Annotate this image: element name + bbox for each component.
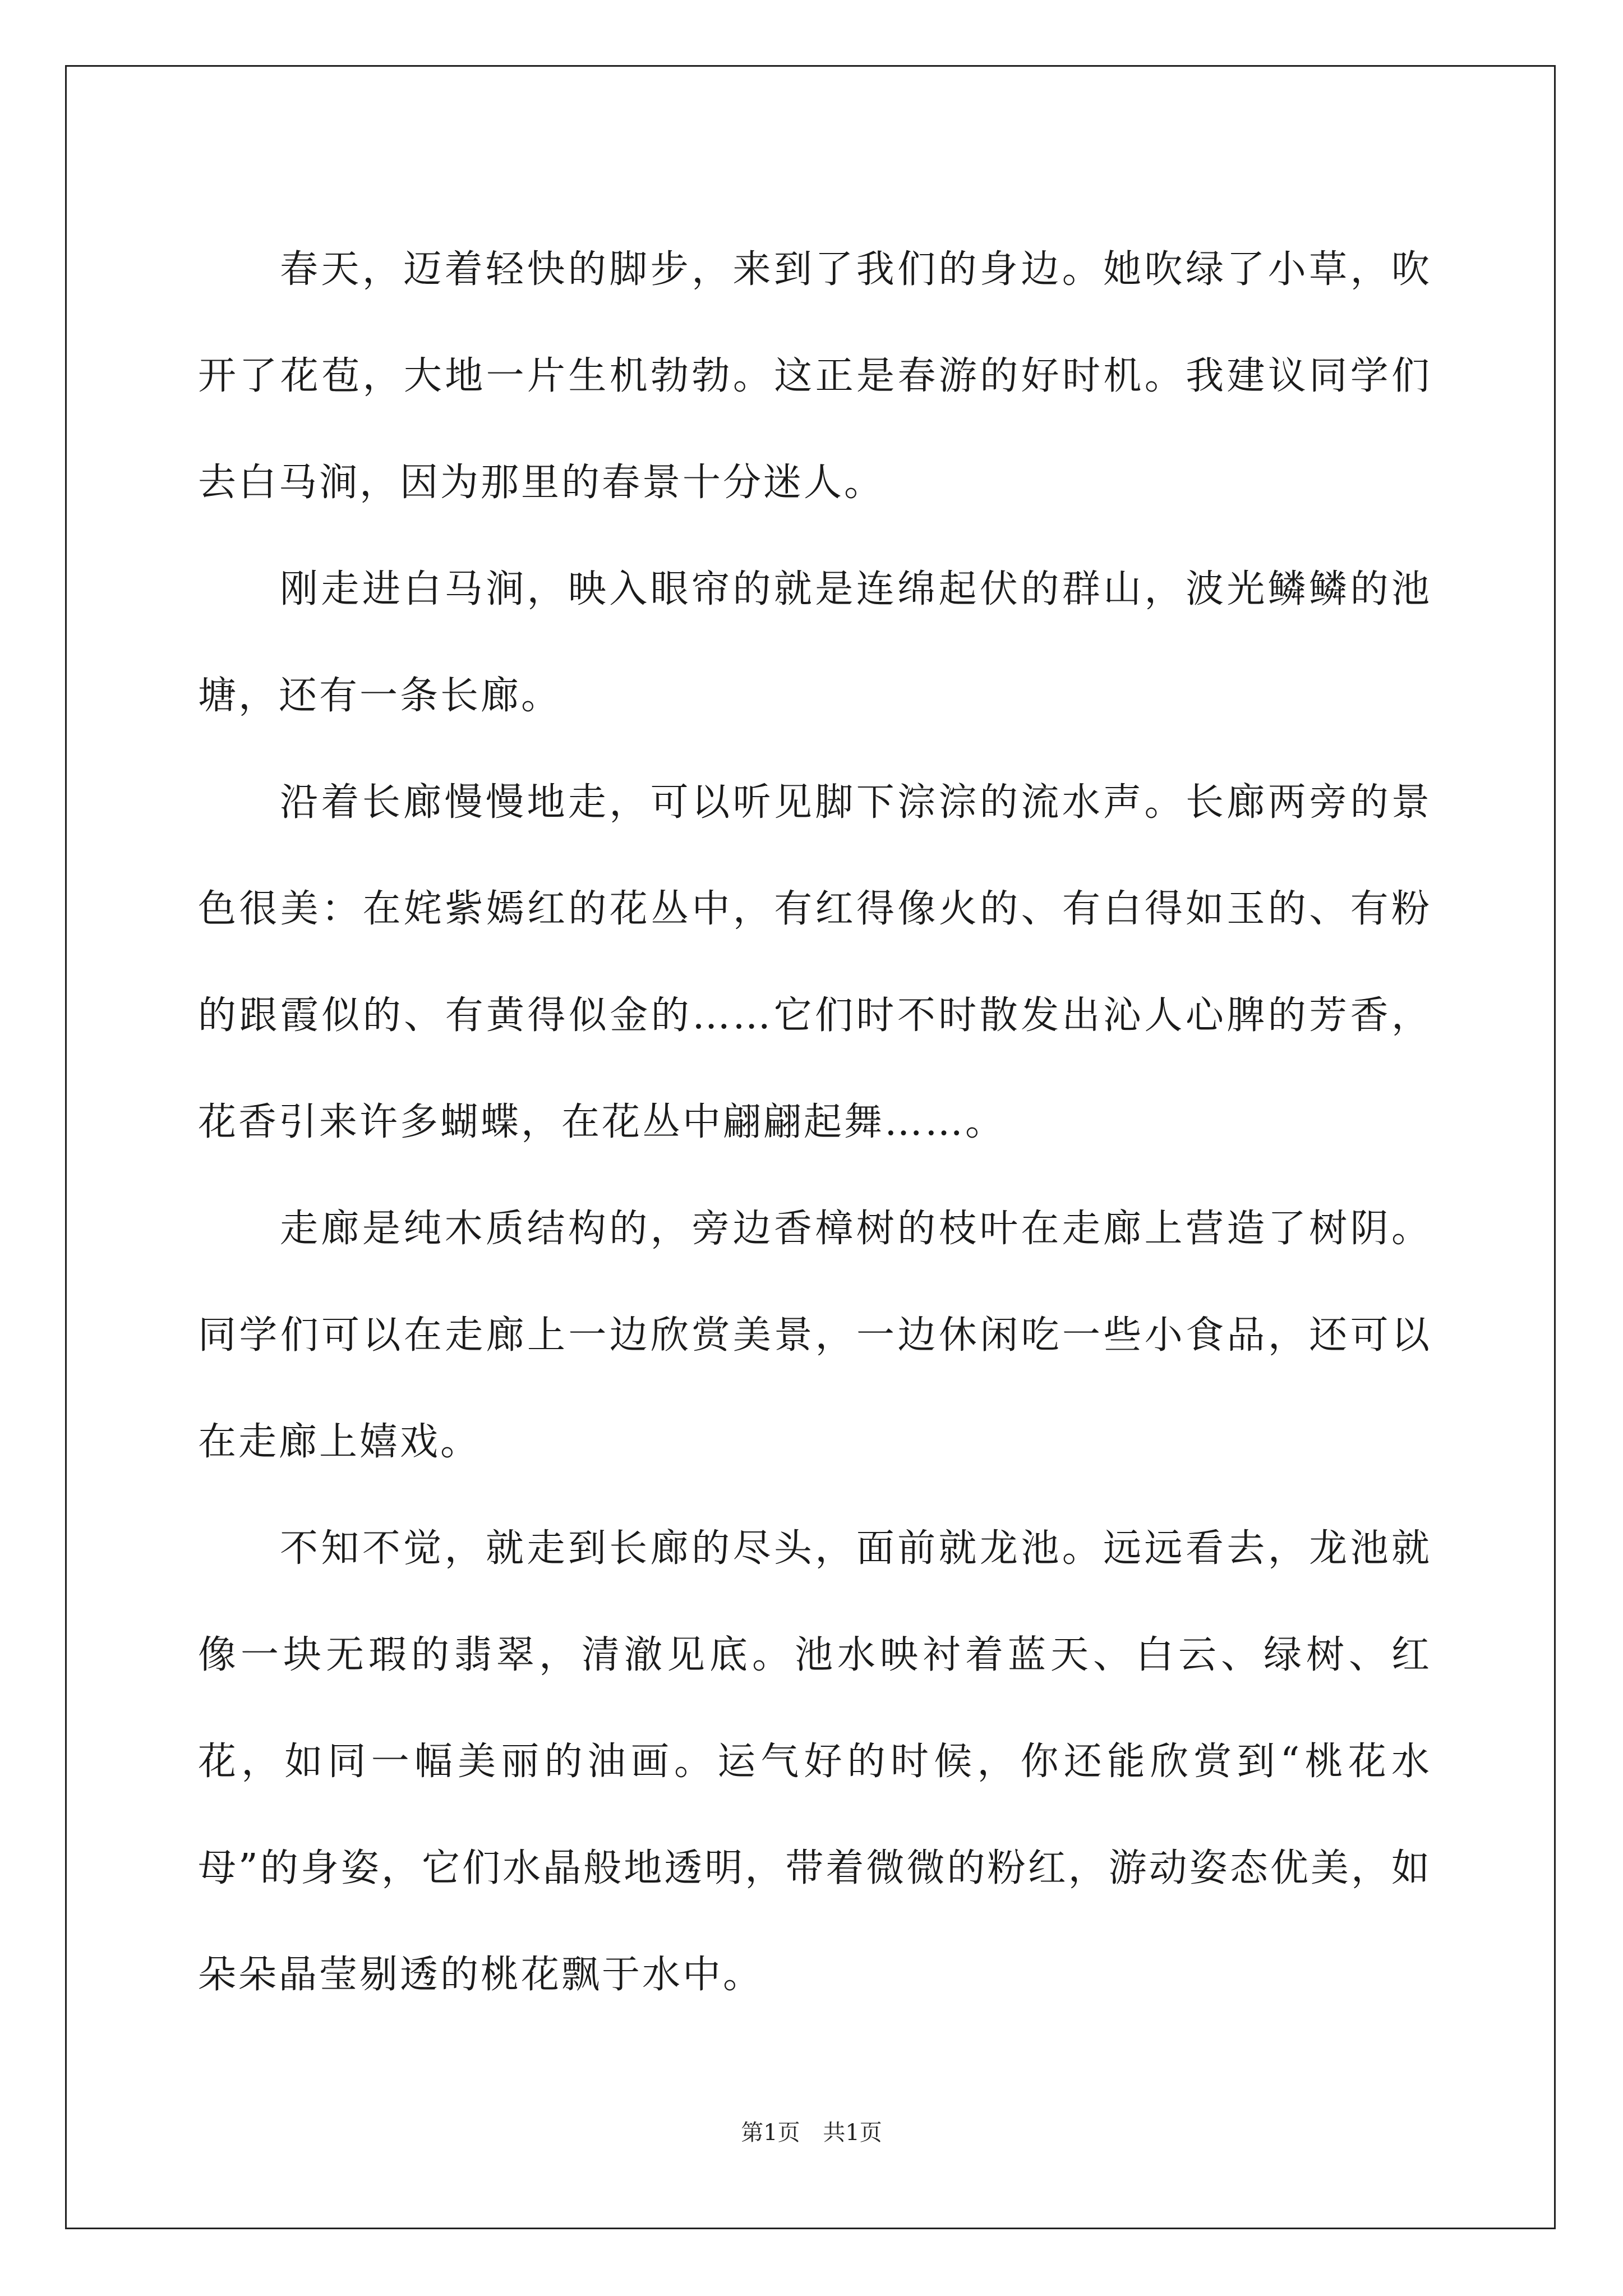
paragraph-1: 春天，迈着轻快的脚步，来到了我们的身边。她吹绿了小草，吹开了花苞，大地一片生机勃勃。这正是春游的好时机。我建议同学们去白马涧，因为那里的春景十分迷人。 — [198, 247, 1432, 505]
document-body — [198, 217, 1432, 2028]
page-number-total: 共1页 — [823, 2120, 882, 2146]
paragraph-4: 走廊是纯木质结构的，旁边香樟树的枝叶在走廊上营造了树阴。同学们可以在走廊上一边欣赏美景，一边休闲吃一些小食品，还可以在走廊上嬉戏。 — [198, 1207, 1432, 1464]
page-number-current: 第1页 — [741, 2120, 800, 2146]
page-footer — [0, 2115, 1623, 2147]
paragraph-2: 刚走进白马涧，映入眼帘的就是连绵起伏的群山，波光鳞鳞的池塘，还有一条长廊。 — [198, 567, 1432, 718]
paragraph-5: 不知不觉，就走到长廊的尽头，面前就龙池。远远看去，龙池就像一块无瑕的翡翠，清澈见底。池水映衬着蓝天、白云、绿树、红花，如同一幅美丽的油画。运气好的时候，你还能欣赏到“桃花水母”的身姿，它们水晶般地透明，带着微微的粉红，游动姿态优美，如朵朵晶莹剔透的桃花飘于水中。 — [198, 1526, 1432, 1997]
paragraph-3: 沿着长廊慢慢地走，可以听见脚下淙淙的流水声。长廊两旁的景色很美：在姹紫嫣红的花丛中，有红得像火的、有白得如玉的、有粉的跟霞似的、有黄得似金的……它们时不时散发出沁人心脾的芳香，花香引来许多蝴蝶，在花丛中翩翩起舞……。 — [198, 780, 1432, 1144]
